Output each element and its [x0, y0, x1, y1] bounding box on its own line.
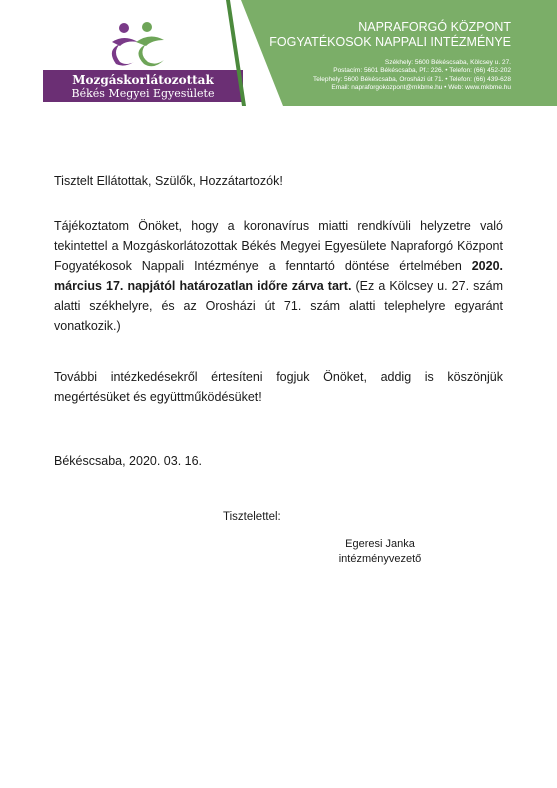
- contact-block: [313, 59, 511, 92]
- institution-title-line1: NAPRAFORGÓ KÖZPONT: [358, 20, 511, 34]
- closure-text-end: (Ez a Kölcsey u. 27. szám alatti székhelyre, és az Orosházi út 71. szám alatti telephelyre egyaránt vonatkozik.): [54, 279, 503, 333]
- signer-title: intézményvezető: [338, 553, 422, 565]
- closure-text-start: Tájékoztatom Önöket, hogy a koronavírus miatti rendkívüli helyzetre való tekintettel a Mozgáskorlátozottak Békés Megyei Egyesülete Napraforgó Központ Fogyatékosok Nappali Intézménye a fenntartó döntése értelmében: [54, 219, 503, 273]
- association-logo-icon: [110, 20, 172, 68]
- contact-email-web: Email: napraforgokozpont@mkbme.hu • Web: www.mkbme.hu: [331, 83, 511, 91]
- contact-address: Székhely: 5600 Békéscsaba, Kölcsey u. 27.: [384, 59, 511, 66]
- institution-title: [269, 20, 511, 50]
- association-name-line2: Békés Megyei Egyesülete: [71, 87, 215, 100]
- closure-date-emphasis: 2020. március 17. napjától határozatlan időre zárva tart.: [54, 259, 503, 293]
- closing-regards: Tisztelettel:: [223, 511, 281, 523]
- signer-name: Egeresi Janka: [345, 538, 415, 550]
- institution-title-line2: FOGYATÉKOSOK NAPPALI INTÉZMÉNYE: [269, 35, 511, 49]
- letter-paragraph-closure: [54, 216, 503, 336]
- signature-block: [330, 537, 430, 567]
- letter-greeting: Tisztelt Ellátottak, Szülők, Hozzátartozók!: [54, 174, 283, 188]
- letter-date: Békéscsaba, 2020. 03. 16.: [54, 454, 203, 468]
- association-name-line1: Mozgáskorlátozottak: [72, 73, 214, 87]
- contact-site: Telephely: 5600 Békéscsaba, Orosházi út 71. • Telefon: (66) 439-628: [312, 75, 511, 83]
- association-name-band: [43, 70, 243, 102]
- letter-paragraph-followup: További intézkedésekről értesíteni fogjuk Önöket, addig is köszönjük megértésüket és együttműködésüket!: [54, 370, 503, 404]
- contact-postal: Postacím: 5601 Békéscsaba, Pf.: 226. • Telefon: (66) 452-202: [333, 67, 511, 75]
- letterhead: [0, 0, 557, 106]
